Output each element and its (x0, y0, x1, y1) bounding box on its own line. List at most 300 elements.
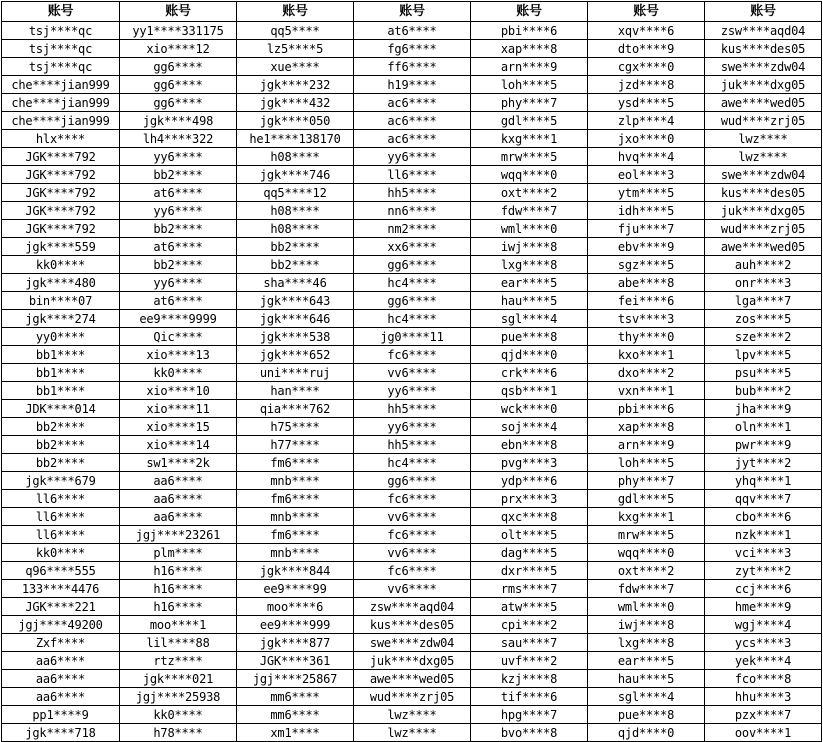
account-cell: lxg****8 (588, 634, 705, 652)
account-cell: oxt****2 (588, 562, 705, 580)
account-cell: bb2**** (2, 436, 120, 454)
table-row (2, 310, 822, 328)
account-cell: dxo****2 (588, 364, 705, 382)
account-cell: h08**** (237, 148, 354, 166)
account-cell: vv6**** (354, 508, 471, 526)
account-cell: JGK****792 (2, 184, 120, 202)
account-cell: hau****5 (471, 292, 588, 310)
account-cell: ytm****5 (588, 184, 705, 202)
account-cell: kk0**** (2, 256, 120, 274)
account-cell: at6**** (354, 22, 471, 40)
table-row (2, 58, 822, 76)
account-cell: ll6**** (354, 166, 471, 184)
account-cell: qqv****7 (705, 490, 822, 508)
account-cell: jgk****643 (237, 292, 354, 310)
account-cell: kus****des05 (354, 616, 471, 634)
account-cell: fdw****7 (588, 580, 705, 598)
account-cell: kxo****1 (588, 346, 705, 364)
account-cell: hh5**** (354, 436, 471, 454)
account-cell: jgk****679 (2, 472, 120, 490)
account-cell: jgk****498 (120, 112, 237, 130)
account-cell: hpg****7 (471, 706, 588, 724)
header-row (2, 2, 822, 22)
account-cell: qia****762 (237, 400, 354, 418)
table-row (2, 94, 822, 112)
account-cell: pbi****6 (588, 400, 705, 418)
account-cell: sgl****4 (471, 310, 588, 328)
account-cell: mnb**** (237, 508, 354, 526)
account-cell: JGK****792 (2, 148, 120, 166)
account-cell: oxt****2 (471, 184, 588, 202)
account-cell: pue****8 (471, 328, 588, 346)
account-cell: yy6**** (354, 148, 471, 166)
table-row (2, 274, 822, 292)
account-cell: moo****1 (120, 616, 237, 634)
account-cell: jgk****877 (237, 634, 354, 652)
account-cell: uni****ruj (237, 364, 354, 382)
account-cell: hc4**** (354, 274, 471, 292)
table-row (2, 508, 822, 526)
account-cell: wud****zrj05 (705, 112, 822, 130)
account-cell: yy6**** (354, 418, 471, 436)
account-cell: mrw****5 (471, 148, 588, 166)
account-cell: jzd****8 (588, 76, 705, 94)
account-cell: h16**** (120, 562, 237, 580)
account-cell: hme****9 (705, 598, 822, 616)
column-header: 账号 (705, 2, 822, 22)
table-row (2, 364, 822, 382)
account-cell: awe****wed05 (705, 94, 822, 112)
account-cell: lwz**** (354, 724, 471, 742)
account-cell: arn****9 (471, 58, 588, 76)
account-cell: lil****88 (120, 634, 237, 652)
account-cell: at6**** (120, 184, 237, 202)
account-cell: xap****8 (588, 418, 705, 436)
account-cell: fdw****7 (471, 202, 588, 220)
account-cell: xx6**** (354, 238, 471, 256)
account-cell: pvg****3 (471, 454, 588, 472)
table-row (2, 418, 822, 436)
account-cell: JGK****792 (2, 202, 120, 220)
account-cell: jgj****25867 (237, 670, 354, 688)
account-cell: abe****8 (588, 274, 705, 292)
account-cell: jg0****11 (354, 328, 471, 346)
account-cell: mnb**** (237, 472, 354, 490)
account-cell: jgk****274 (2, 310, 120, 328)
account-table (1, 1, 822, 742)
account-cell: rms****7 (471, 580, 588, 598)
account-cell: swe****zdw04 (705, 166, 822, 184)
account-cell: JGK****361 (237, 652, 354, 670)
account-cell: fei****6 (588, 292, 705, 310)
account-cell: fc6**** (354, 346, 471, 364)
account-cell: nn6**** (354, 202, 471, 220)
account-cell: jgk****718 (2, 724, 120, 742)
account-cell: xue**** (237, 58, 354, 76)
account-cell: xio****12 (120, 40, 237, 58)
account-cell: gg6**** (120, 76, 237, 94)
account-cell: onr****3 (705, 274, 822, 292)
table-row (2, 562, 822, 580)
account-cell: bb2**** (120, 220, 237, 238)
account-cell: h16**** (120, 580, 237, 598)
account-cell: bb1**** (2, 364, 120, 382)
account-cell: aa6**** (120, 472, 237, 490)
account-cell: xio****15 (120, 418, 237, 436)
account-cell: hau****5 (588, 670, 705, 688)
account-cell: kk0**** (2, 544, 120, 562)
account-cell: yy6**** (120, 274, 237, 292)
account-cell: lpv****5 (705, 346, 822, 364)
account-cell: cgx****0 (588, 58, 705, 76)
account-cell: gg6**** (354, 472, 471, 490)
account-cell: yhq****1 (705, 472, 822, 490)
account-cell: eol****3 (588, 166, 705, 184)
account-cell: cpi****2 (471, 616, 588, 634)
account-cell: cbo****6 (705, 508, 822, 526)
account-cell: loh****5 (588, 454, 705, 472)
account-cell: oln****1 (705, 418, 822, 436)
account-cell: mm6**** (237, 688, 354, 706)
account-cell: fg6**** (354, 40, 471, 58)
account-cell: pue****8 (588, 706, 705, 724)
account-cell: JDK****014 (2, 400, 120, 418)
account-cell: jgk****232 (237, 76, 354, 94)
account-cell: dto****9 (588, 40, 705, 58)
account-cell: ee9****9999 (120, 310, 237, 328)
account-cell: jgj****23261 (120, 526, 237, 544)
account-cell: jxo****0 (588, 130, 705, 148)
account-cell: jgj****25938 (120, 688, 237, 706)
account-cell: phy****7 (471, 94, 588, 112)
account-cell: juk****dxg05 (705, 76, 822, 94)
account-cell: aa6**** (2, 688, 120, 706)
column-header: 账号 (237, 2, 354, 22)
account-cell: bb2**** (120, 256, 237, 274)
account-cell: han**** (237, 382, 354, 400)
account-cell: vxn****1 (588, 382, 705, 400)
account-cell: kus****des05 (705, 40, 822, 58)
table-row (2, 724, 822, 742)
account-cell: swe****zdw04 (705, 58, 822, 76)
account-cell: jgk****432 (237, 94, 354, 112)
account-cell: che****jian999 (2, 76, 120, 94)
account-cell: ear****5 (588, 652, 705, 670)
account-cell: he1****138170 (237, 130, 354, 148)
account-cell: ll6**** (2, 526, 120, 544)
account-cell: h75**** (237, 418, 354, 436)
table-row (2, 382, 822, 400)
table-body (2, 22, 822, 742)
column-header: 账号 (120, 2, 237, 22)
table-row (2, 220, 822, 238)
account-cell: hlx**** (2, 130, 120, 148)
account-cell: at6**** (120, 238, 237, 256)
account-cell: fc6**** (354, 526, 471, 544)
account-cell: hh5**** (354, 400, 471, 418)
account-cell: awe****wed05 (705, 238, 822, 256)
account-cell: sze****2 (705, 328, 822, 346)
account-cell: swe****zdw04 (354, 634, 471, 652)
account-cell: kus****des05 (705, 184, 822, 202)
account-cell: awe****wed05 (354, 670, 471, 688)
account-cell: prx****3 (471, 490, 588, 508)
account-cell: zlp****4 (588, 112, 705, 130)
account-cell: zos****5 (705, 310, 822, 328)
table-header (2, 2, 822, 22)
account-cell: qjd****0 (471, 346, 588, 364)
account-cell: JGK****792 (2, 220, 120, 238)
account-cell: gg6**** (354, 292, 471, 310)
account-cell: fm6**** (237, 526, 354, 544)
account-cell: 133****4476 (2, 580, 120, 598)
account-cell: h08**** (237, 220, 354, 238)
account-cell: xio****13 (120, 346, 237, 364)
account-cell: bb1**** (2, 346, 120, 364)
account-cell: phy****7 (588, 472, 705, 490)
account-cell: pbi****6 (471, 22, 588, 40)
account-cell: wml****0 (471, 220, 588, 238)
account-cell: bb2**** (2, 454, 120, 472)
account-cell: hc4**** (354, 454, 471, 472)
account-cell: bb1**** (2, 382, 120, 400)
account-cell: jyt****2 (705, 454, 822, 472)
account-cell: bb2**** (237, 256, 354, 274)
account-cell: hh5**** (354, 184, 471, 202)
account-cell: qq5****12 (237, 184, 354, 202)
account-cell: moo****6 (237, 598, 354, 616)
account-cell: Zxf**** (2, 634, 120, 652)
account-cell: aa6**** (2, 652, 120, 670)
account-cell: qjd****0 (588, 724, 705, 742)
account-cell: wml****0 (588, 598, 705, 616)
table-row (2, 166, 822, 184)
account-cell: bvo****8 (471, 724, 588, 742)
account-cell: ee9****99 (237, 580, 354, 598)
account-cell: lz5****5 (237, 40, 354, 58)
table-row (2, 580, 822, 598)
account-cell: yy6**** (120, 202, 237, 220)
account-cell: gdl****5 (471, 112, 588, 130)
account-cell: hvq****4 (588, 148, 705, 166)
account-cell: pzx****7 (705, 706, 822, 724)
account-cell: h77**** (237, 436, 354, 454)
account-cell: juk****dxg05 (354, 652, 471, 670)
account-cell: iwj****8 (588, 616, 705, 634)
account-cell: vv6**** (354, 580, 471, 598)
account-cell: sgl****4 (588, 688, 705, 706)
account-cell: arn****9 (588, 436, 705, 454)
account-cell: auh****2 (705, 256, 822, 274)
account-cell: zsw****aqd04 (354, 598, 471, 616)
account-cell: loh****5 (471, 76, 588, 94)
account-cell: kk0**** (120, 706, 237, 724)
account-cell: wck****0 (471, 400, 588, 418)
account-cell: ll6**** (2, 490, 120, 508)
table-row (2, 112, 822, 130)
account-cell: soj****4 (471, 418, 588, 436)
account-cell: thy****0 (588, 328, 705, 346)
account-cell: jgk****021 (120, 670, 237, 688)
account-cell: q96****555 (2, 562, 120, 580)
account-cell: yy6**** (120, 148, 237, 166)
account-cell: xio****10 (120, 382, 237, 400)
account-cell: vv6**** (354, 364, 471, 382)
account-cell: iwj****8 (471, 238, 588, 256)
account-cell: lh4****322 (120, 130, 237, 148)
table-row (2, 292, 822, 310)
account-cell: bb2**** (237, 238, 354, 256)
account-cell: fc6**** (354, 490, 471, 508)
account-cell: gdl****5 (588, 490, 705, 508)
account-cell: sw1****2k (120, 454, 237, 472)
table-row (2, 328, 822, 346)
account-cell: tsj****qc (2, 22, 120, 40)
account-cell: mnb**** (237, 544, 354, 562)
column-header: 账号 (2, 2, 120, 22)
account-cell: fju****7 (588, 220, 705, 238)
account-cell: yek****4 (705, 652, 822, 670)
account-cell: xqv****6 (588, 22, 705, 40)
account-cell: wgj****4 (705, 616, 822, 634)
account-cell: ac6**** (354, 112, 471, 130)
account-cell: ysd****5 (588, 94, 705, 112)
account-cell: zyt****2 (705, 562, 822, 580)
account-cell: tsv****3 (588, 310, 705, 328)
table-row (2, 526, 822, 544)
account-cell: bin****07 (2, 292, 120, 310)
account-cell: lxg****8 (471, 256, 588, 274)
account-cell: jgk****844 (237, 562, 354, 580)
account-cell: psu****5 (705, 364, 822, 382)
account-cell: bub****2 (705, 382, 822, 400)
account-cell: ac6**** (354, 130, 471, 148)
account-cell: nm2**** (354, 220, 471, 238)
account-cell: fm6**** (237, 454, 354, 472)
account-cell: wud****zrj05 (705, 220, 822, 238)
account-cell: tsj****qc (2, 58, 120, 76)
table-row (2, 76, 822, 94)
account-cell: ee9****999 (237, 616, 354, 634)
table-row (2, 22, 822, 40)
account-cell: che****jian999 (2, 94, 120, 112)
account-cell: dag****5 (471, 544, 588, 562)
table-row (2, 670, 822, 688)
table-row (2, 652, 822, 670)
account-cell: gg6**** (354, 256, 471, 274)
account-cell: ycs****3 (705, 634, 822, 652)
account-cell: xio****11 (120, 400, 237, 418)
account-cell: zsw****aqd04 (705, 22, 822, 40)
table-row (2, 688, 822, 706)
account-cell: pp1****9 (2, 706, 120, 724)
account-cell: gg6**** (120, 94, 237, 112)
account-cell: JGK****792 (2, 166, 120, 184)
account-cell: tsj****qc (2, 40, 120, 58)
table-row (2, 238, 822, 256)
account-cell: sgz****5 (588, 256, 705, 274)
account-cell: ff6**** (354, 58, 471, 76)
account-cell: xio****14 (120, 436, 237, 454)
table-row (2, 436, 822, 454)
account-cell: h08**** (237, 202, 354, 220)
account-cell: che****jian999 (2, 112, 120, 130)
column-header: 账号 (588, 2, 705, 22)
account-cell: yy1****331175 (120, 22, 237, 40)
table-row (2, 184, 822, 202)
account-cell: sha****46 (237, 274, 354, 292)
account-cell: ear****5 (471, 274, 588, 292)
account-cell: mm6**** (237, 706, 354, 724)
account-cell: aa6**** (120, 490, 237, 508)
account-cell: jha****9 (705, 400, 822, 418)
table-row (2, 40, 822, 58)
table-row (2, 616, 822, 634)
account-cell: jgk****050 (237, 112, 354, 130)
account-cell: oov****1 (705, 724, 822, 742)
account-cell: jgk****559 (2, 238, 120, 256)
account-cell: idh****5 (588, 202, 705, 220)
account-cell: qsb****1 (471, 382, 588, 400)
account-cell: at6**** (120, 292, 237, 310)
account-cell: h78**** (120, 724, 237, 742)
account-cell: mrw****5 (588, 526, 705, 544)
account-cell: ydp****6 (471, 472, 588, 490)
account-cell: ccj****6 (705, 580, 822, 598)
account-cell: rtz**** (120, 652, 237, 670)
column-header: 账号 (354, 2, 471, 22)
table-row (2, 256, 822, 274)
account-cell: jgk****538 (237, 328, 354, 346)
account-cell: jgj****49200 (2, 616, 120, 634)
account-cell: JGK****221 (2, 598, 120, 616)
account-cell: jgk****746 (237, 166, 354, 184)
account-cell: lwz**** (705, 148, 822, 166)
table-row (2, 544, 822, 562)
account-cell: fm6**** (237, 490, 354, 508)
account-cell: qxc****8 (471, 508, 588, 526)
table-row (2, 472, 822, 490)
account-cell: vv6**** (354, 544, 471, 562)
table-row (2, 400, 822, 418)
table-row (2, 148, 822, 166)
account-cell: kzj****8 (471, 670, 588, 688)
account-cell: yy0**** (2, 328, 120, 346)
table-row (2, 634, 822, 652)
account-cell: pwr****9 (705, 436, 822, 454)
account-cell: hc4**** (354, 310, 471, 328)
account-cell: plm**** (120, 544, 237, 562)
account-cell: h16**** (120, 598, 237, 616)
account-cell: lga****7 (705, 292, 822, 310)
account-cell: jgk****646 (237, 310, 354, 328)
account-cell: bb2**** (120, 166, 237, 184)
account-cell: jgk****480 (2, 274, 120, 292)
account-cell: yy6**** (354, 382, 471, 400)
table-row (2, 346, 822, 364)
account-cell: ac6**** (354, 94, 471, 112)
account-cell: qq5**** (237, 22, 354, 40)
account-cell: ebv****9 (588, 238, 705, 256)
account-cell: sau****7 (471, 634, 588, 652)
account-cell: atw****5 (471, 598, 588, 616)
account-cell: kxg****1 (471, 130, 588, 148)
account-cell: olt****5 (471, 526, 588, 544)
table-row (2, 202, 822, 220)
table-row (2, 130, 822, 148)
account-cell: nzk****1 (705, 526, 822, 544)
account-cell: aa6**** (120, 508, 237, 526)
